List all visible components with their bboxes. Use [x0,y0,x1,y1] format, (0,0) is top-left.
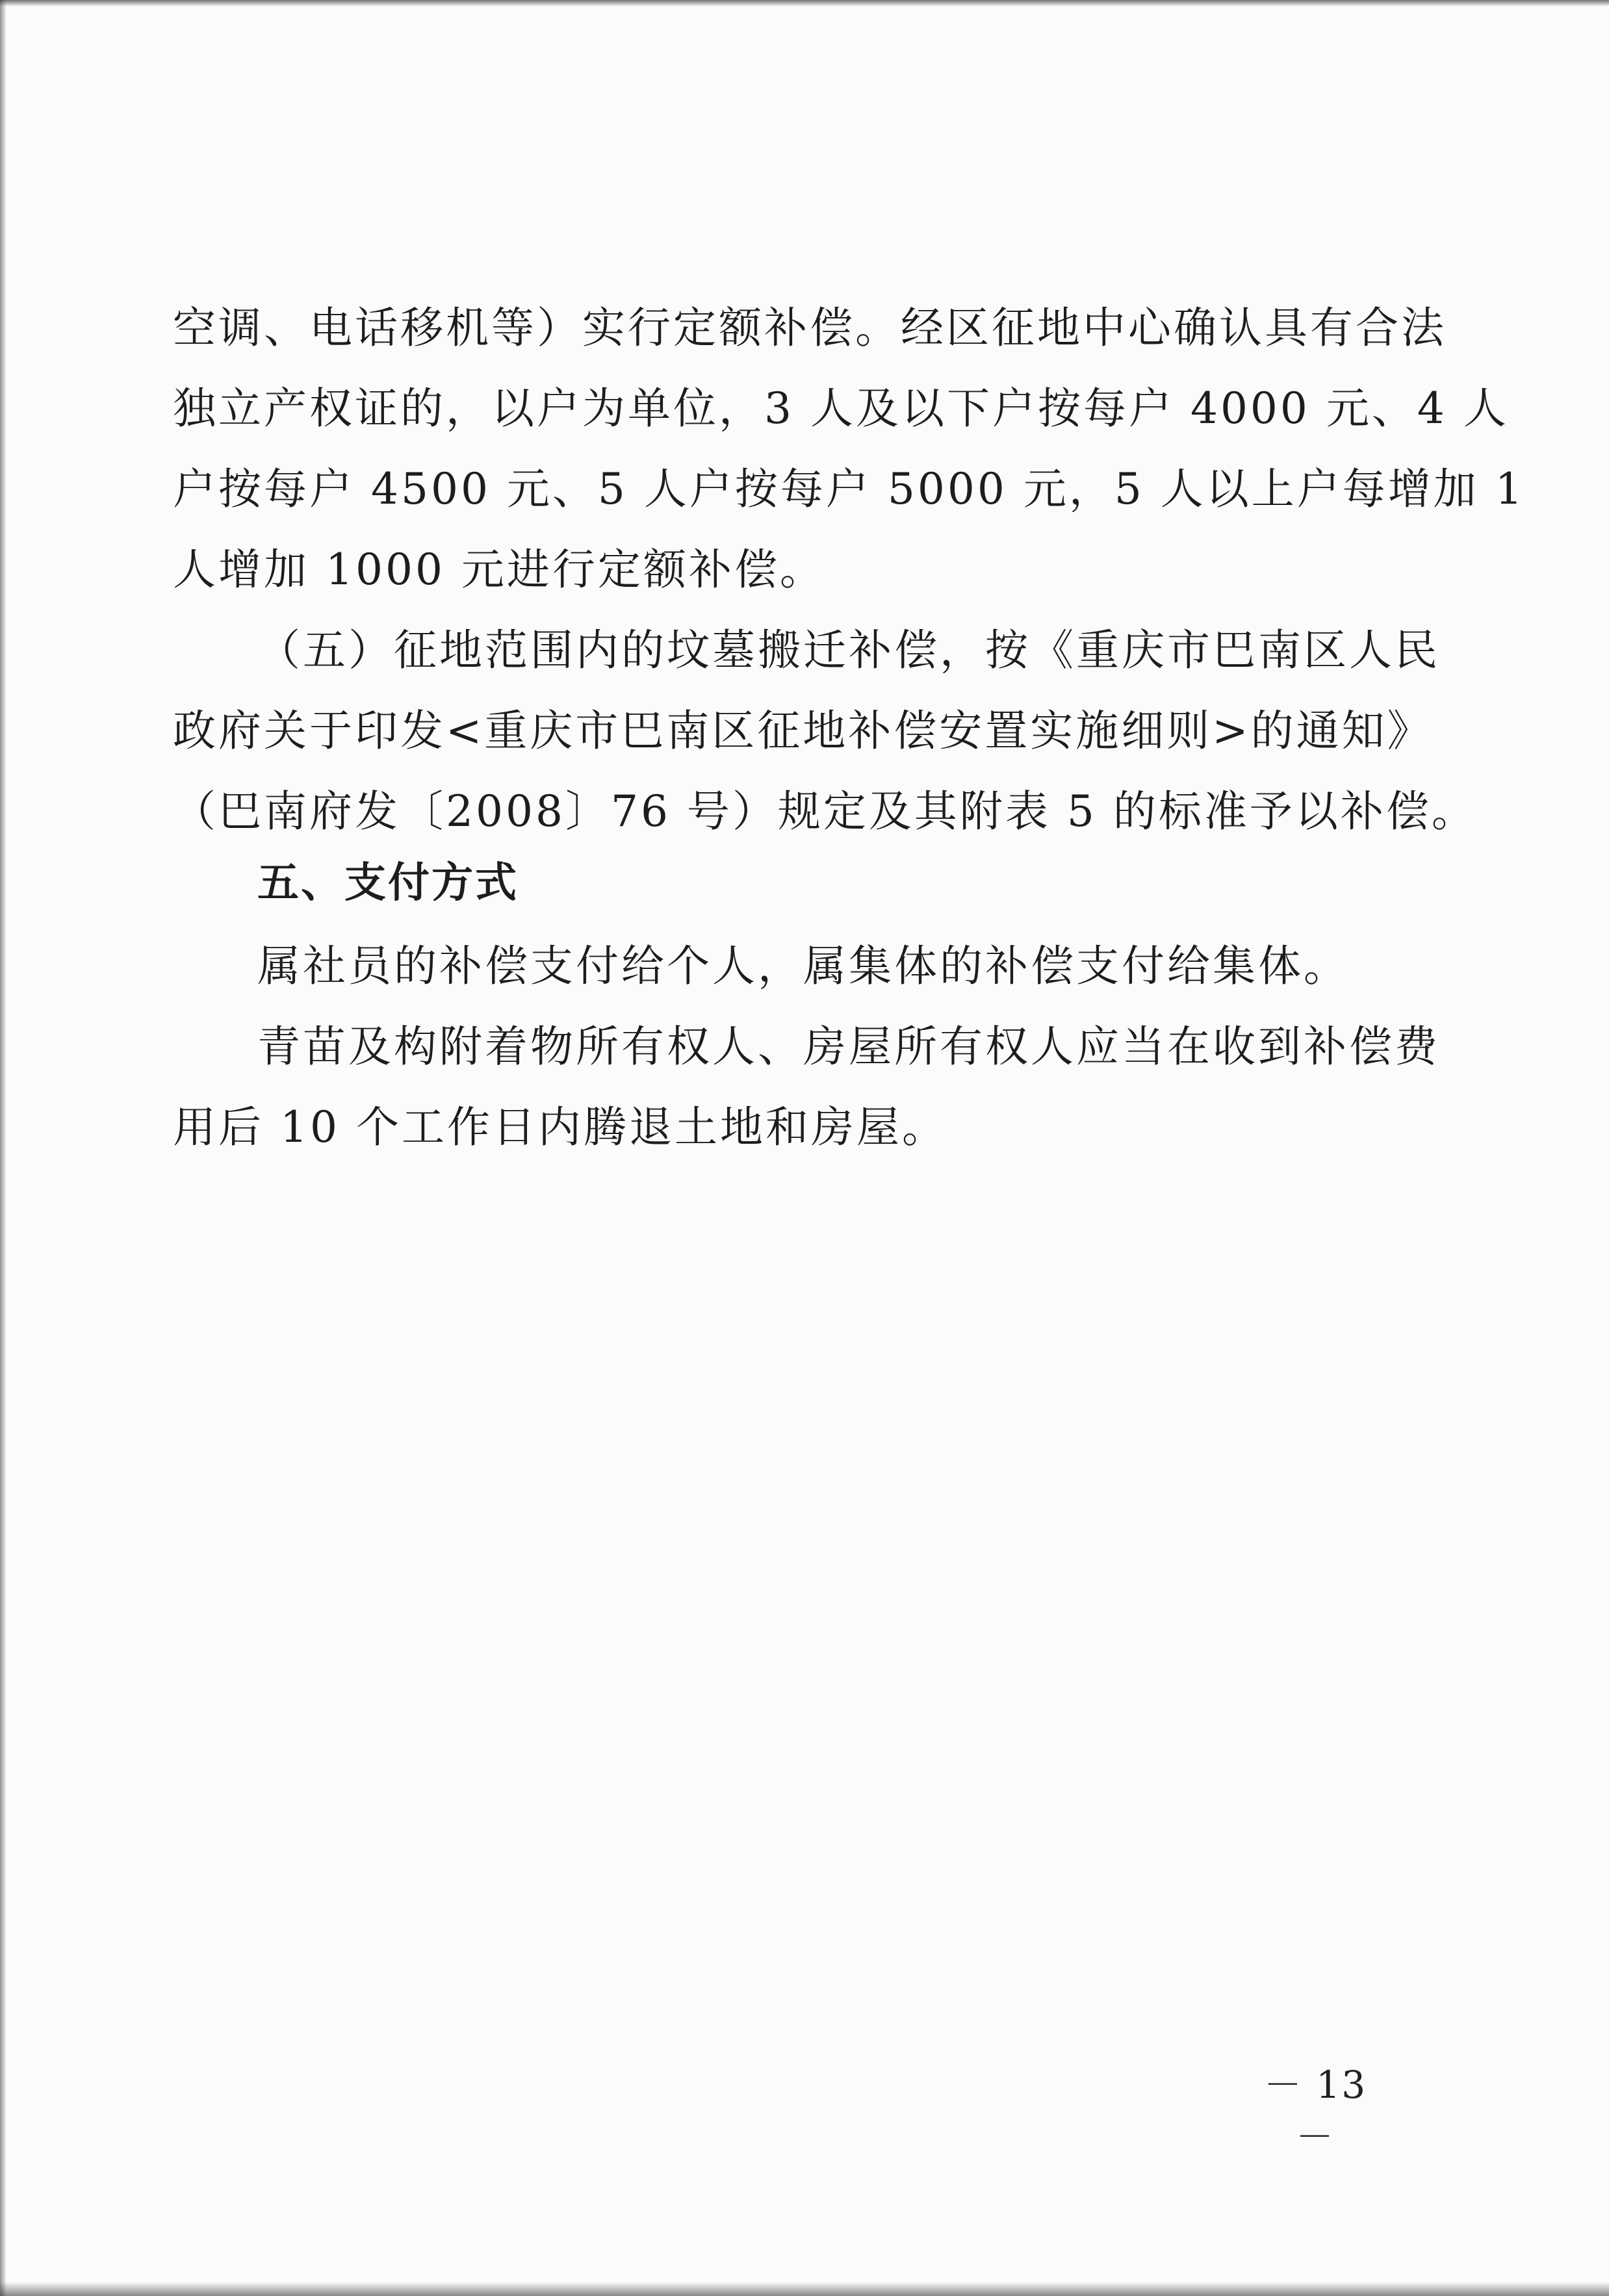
scan-edge-bottom [0,2282,1609,2296]
paragraph-5-line-3: （巴南府发〔2008〕76 号）规定及其附表 5 的标准予以补偿。 [173,786,1477,836]
body-line-1: 空调、电话移机等）实行定额补偿。经区征地中心确认具有合法 [173,303,1447,353]
body-line-2: 独立产权证的，以户为单位，3 人及以下户按每户 4000 元、4 人 [173,383,1509,433]
paragraph-5-line-1: （五）征地范围内的坟墓搬迁补偿，按《重庆市巴南区人民 [257,625,1440,675]
section-heading-payment: 五、支付方式 [257,859,519,907]
scan-edge-top [0,0,1609,6]
body-line-4: 人增加 1000 元进行定额补偿。 [173,545,825,595]
paragraph-5-line-2: 政府关于印发<重庆市巴南区征地补偿安置实施细则>的通知》 [173,706,1433,756]
page-number: － 13 － [1263,2063,1367,2159]
scan-edge-left [0,0,6,2296]
body-line-3: 户按每户 4500 元、5 人户按每户 5000 元，5 人以上户每增加 1 [173,464,1525,514]
payment-paragraph-1: 属社员的补偿支付给个人，属集体的补偿支付给集体。 [257,941,1349,991]
payment-paragraph-2-line-2: 用后 10 个工作日内腾退土地和房屋。 [173,1102,947,1152]
payment-paragraph-2-line-1: 青苗及构附着物所有权人、房屋所有权人应当在收到补偿费 [257,1022,1440,1072]
